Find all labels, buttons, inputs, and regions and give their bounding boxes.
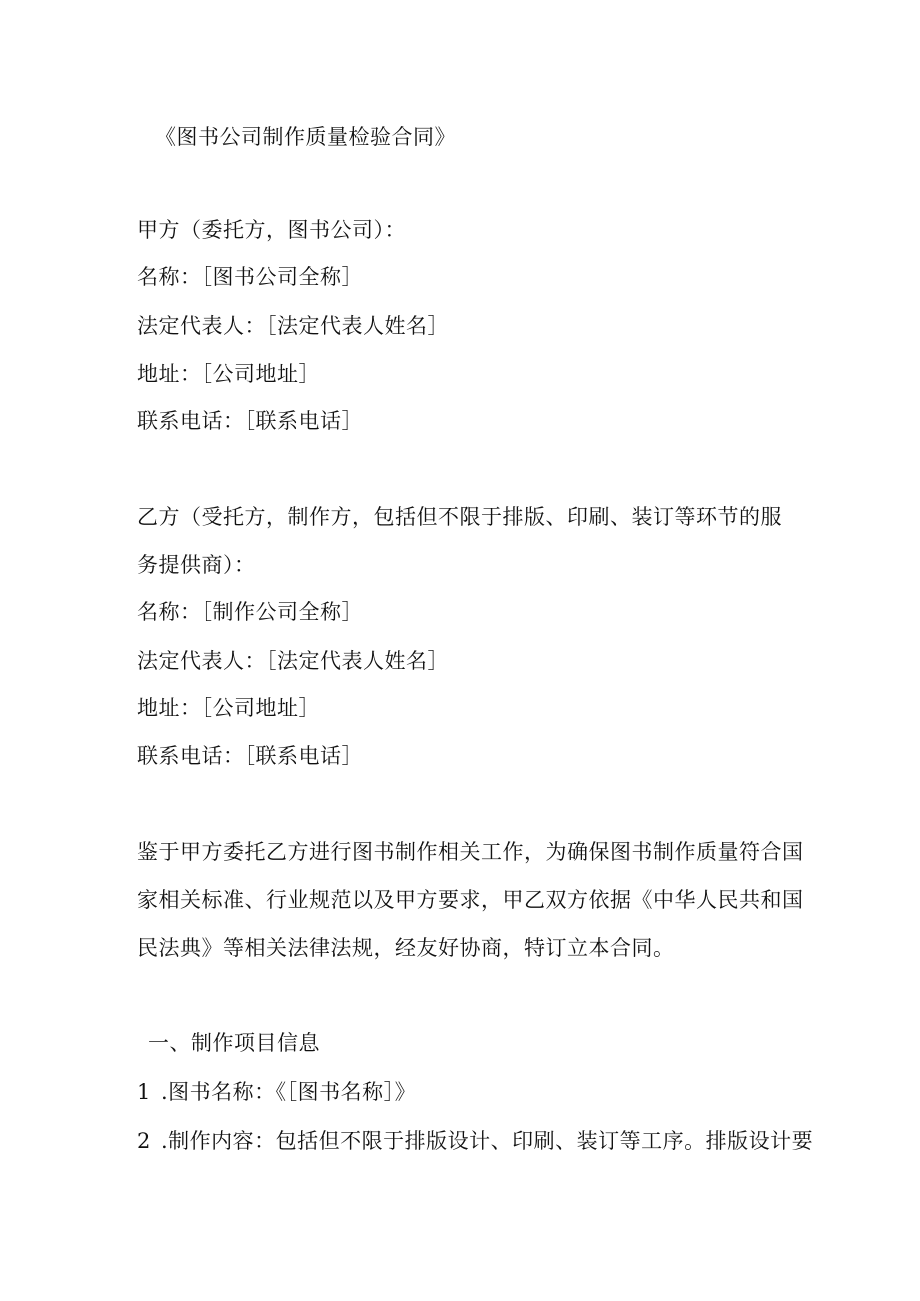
party-b-phone: 联系电话：［联系电话］ (137, 744, 363, 768)
preamble-line1: 鉴于甲方委托乙方进行图书制作相关工作，为确保图书制作质量符合国 (137, 840, 804, 864)
list-item-number: 1 (137, 1080, 151, 1104)
party-b-address: 地址：［公司地址］ (137, 696, 320, 720)
party-b-heading-line2: 务提供商）： (137, 553, 256, 577)
list-item (137, 1127, 813, 1155)
party-a-phone: 联系电话：［联系电话］ (137, 409, 363, 433)
party-b-representative: 法定代表人：［法定代表人姓名］ (137, 649, 449, 673)
party-a-heading: 甲方（委托方，图书公司）： (137, 218, 406, 242)
list-item-number: 2 (137, 1129, 151, 1153)
party-a-representative: 法定代表人：［法定代表人姓名］ (137, 314, 449, 338)
list-item (137, 1078, 416, 1106)
party-a-name: 名称：［图书公司全称］ (137, 265, 363, 289)
preamble-line3: 民法典》等相关法律法规，经友好协商，特订立本合同。 (137, 936, 675, 960)
list-item-text: .制作内容：包括但不限于排版设计、印刷、装订等工序。排版设计要 (161, 1129, 814, 1153)
document-title: 《图书公司制作质量检验合同》 (155, 125, 456, 149)
party-a-address: 地址：［公司地址］ (137, 362, 320, 386)
party-b-name: 名称：［制作公司全称］ (137, 600, 363, 624)
section1-heading: 一、制作项目信息 (148, 1031, 320, 1055)
party-b-heading-line1: 乙方（受托方，制作方，包括但不限于排版、印刷、装订等环节的服 (137, 505, 782, 529)
preamble-line2: 家相关标准、行业规范以及甲方要求，甲乙双方依据《中华人民共和国 (137, 888, 804, 912)
list-item-text: .图书名称：《［图书名称］》 (161, 1080, 417, 1104)
